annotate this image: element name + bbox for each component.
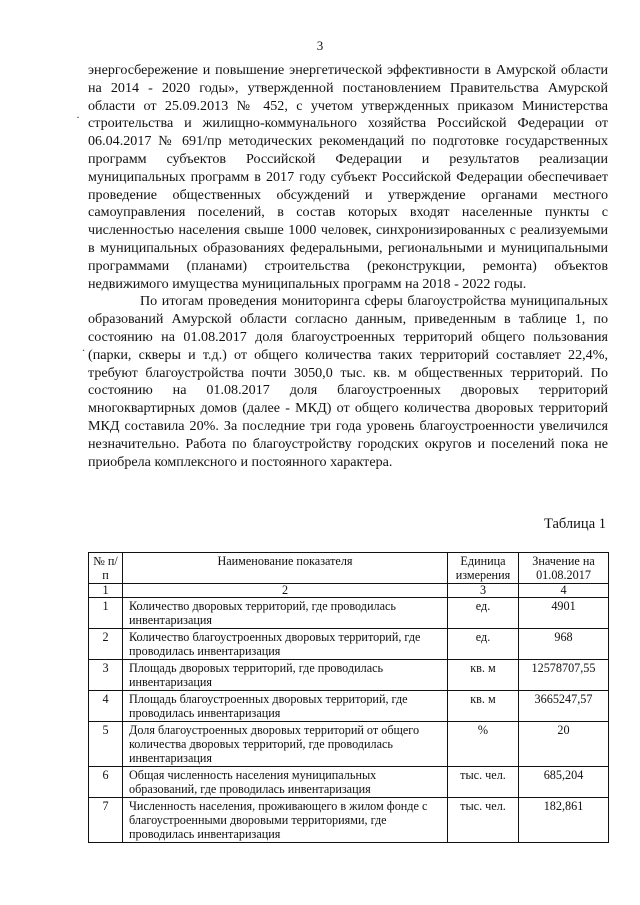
table-row <box>89 660 609 691</box>
table-row <box>89 691 609 722</box>
table-row <box>89 629 609 660</box>
row-value: 968 <box>519 629 609 660</box>
indicator-table <box>88 552 609 843</box>
page-number: 3 <box>316 38 324 53</box>
row-no: 5 <box>89 722 123 767</box>
row-no: 2 <box>89 629 123 660</box>
column-number: 2 <box>123 584 448 598</box>
header-name: Наименование показателя <box>123 553 448 584</box>
margin-mark: . <box>82 340 85 354</box>
row-value: 685,204 <box>519 767 609 798</box>
row-unit: тыс. чел. <box>448 798 519 843</box>
column-number: 4 <box>519 584 609 598</box>
row-no: 7 <box>89 798 123 843</box>
row-name: Численность населения, проживающего в жилом фонде с благоустроенными дворовыми территориями, где проводилась инвентаризация <box>123 798 448 843</box>
table-row <box>89 798 609 843</box>
body-text <box>88 62 608 471</box>
header-value: Значение на 01.08.2017 <box>519 553 609 584</box>
row-name: Площадь дворовых территорий, где проводилась инвентаризация <box>123 660 448 691</box>
table-caption: Таблица 1 <box>543 516 606 532</box>
column-number: 1 <box>89 584 123 598</box>
row-value: 4901 <box>519 598 609 629</box>
margin-mark: · <box>76 110 80 124</box>
table-row <box>89 767 609 798</box>
row-unit: ед. <box>448 629 519 660</box>
paragraph: По итогам проведения мониторинга сферы благоустройства муниципальных образований Амурской области согласно данным, приведенным в таблице 1, по состоянию на 01.08.2017 доля благоустроенных территорий общего пользования (парки, скверы и т.д.) от общего количества таких территорий составляет 22,4%, требуют благоустройства почти 3050,0 тыс. кв. м общественных территорий. По состоянию на 01.08.2017 доля благоустроенных дворовых территорий многоквартирных домов (далее - МКД) от общего количества дворовых территорий МКД составила 20%. За последние три года уровень благоустроенности увеличился незначительно. Работа по благоустройству городских округов и поселений пока не приобрела комплексного и постоянного характера. <box>88 293 608 470</box>
column-number: 3 <box>448 584 519 598</box>
row-name: Количество дворовых территорий, где проводилась инвентаризация <box>123 598 448 629</box>
row-value: 20 <box>519 722 609 767</box>
row-unit: кв. м <box>448 691 519 722</box>
row-name: Доля благоустроенных дворовых территорий от общего количества дворовых территорий, где проводилась инвентаризация <box>123 722 448 767</box>
row-name: Площадь благоустроенных дворовых территорий, где проводилась инвентаризация <box>123 691 448 722</box>
paragraph: энергосбережение и повышение энергетической эффективности в Амурской области на 2014 - 2020 годы», утвержденной постановлением Правительства Амурской области от 25.09.2013 № 452, с учетом утвержденных приказом Министерства строительства и жилищно-коммунального хозяйства Российской Федерации от 06.04.2017 № 691/пр методических рекомендаций по подготовке государственных программ субъектов Российской Федерации и результатов реализации муниципальных программ в 2017 году субъект Российской Федерации обеспечивает проведение общественных обсуждений и утверждение органами местного самоуправления поселений, в состав которых входят населенные пункты с численностью населения свыше 1000 человек, синхронизированных с реализуемыми в муниципальных образованиях федеральными, региональными и муниципальными программами (планами) строительства (реконструкции, ремонта) объектов недвижимого имущества муниципальных программ на 2018 - 2022 годы. <box>88 62 608 292</box>
row-unit: тыс. чел. <box>448 767 519 798</box>
header-unit: Единица измерения <box>448 553 519 584</box>
row-value: 12578707,55 <box>519 660 609 691</box>
header-no: № п/п <box>89 553 123 584</box>
row-unit: ед. <box>448 598 519 629</box>
row-value: 182,861 <box>519 798 609 843</box>
table-header-row <box>89 553 609 584</box>
row-unit: % <box>448 722 519 767</box>
row-name: Общая численность населения муниципальных образований, где проводилась инвентаризация <box>123 767 448 798</box>
row-no: 6 <box>89 767 123 798</box>
row-no: 4 <box>89 691 123 722</box>
column-numbering-row <box>89 584 609 598</box>
table-row <box>89 722 609 767</box>
row-unit: кв. м <box>448 660 519 691</box>
row-value: 3665247,57 <box>519 691 609 722</box>
row-no: 1 <box>89 598 123 629</box>
row-no: 3 <box>89 660 123 691</box>
table-row <box>89 598 609 629</box>
row-name: Количество благоустроенных дворовых территорий, где проводилась инвентаризация <box>123 629 448 660</box>
